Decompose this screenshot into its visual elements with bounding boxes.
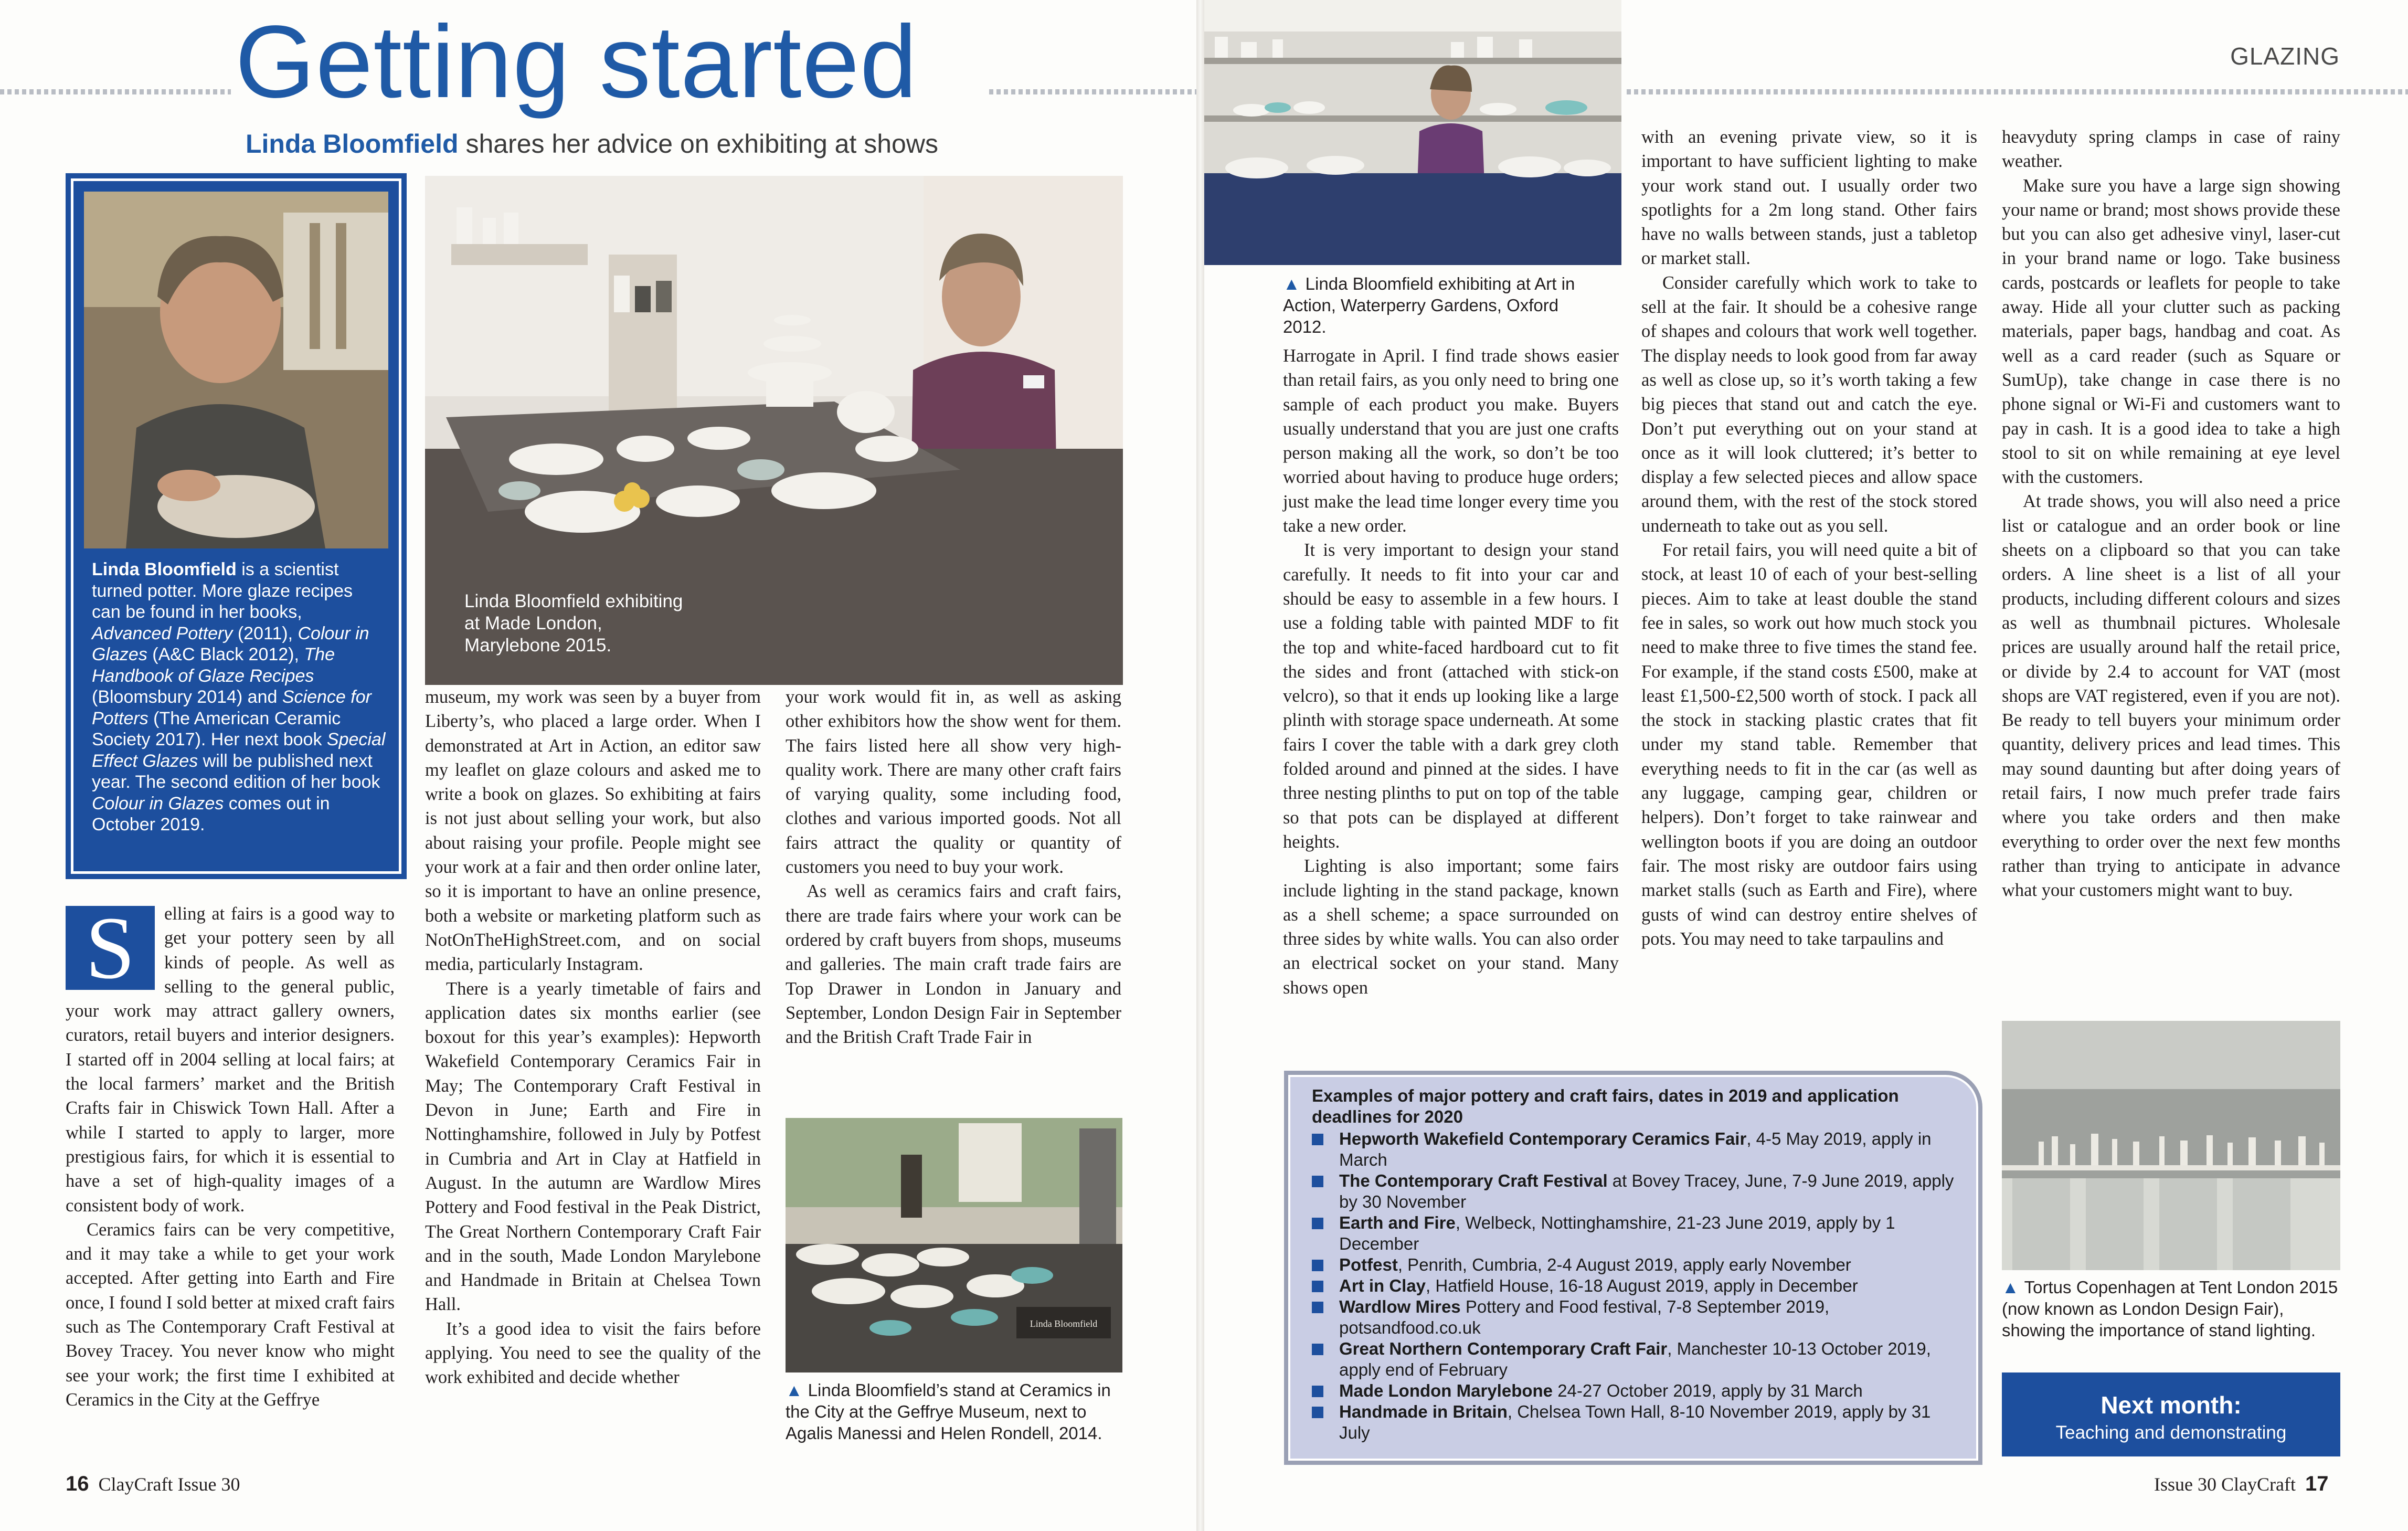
body-paragraph: with an evening private view, so it is important to have sufficient lighting to make your work stand out. I usually order two spotlights for a 2m long stand. Other fairs have no walls between stands, just a tabletop or market stall. [1641,127,1977,269]
bio-text-7: comes out in October 2019. [92,793,330,835]
body-paragraph: Harrogate in April. I find trade shows easier than retail fairs, as you only need to bring one sample of each product you make. Buyers usually understand that you are just one crafts person making all the work, so don’t be too worried about having to produce huge orders; just make the lead time longer every time you take a new order. [1283,346,1619,536]
body-text: elling at fairs is a good way to get your pottery seen by all kinds of people. As well as selling to the general public, your work may attract gallery owners, curators, retail buyers and interior designers. I started off in 2004 selling at local fairs; at the local farmers’ market and the British Crafts fair in Chiswick Town Hall. After a while I started to apply to larger, more prestigious fairs, for which it is essential to have a set of high-quality images of a consistent body of work. [66,904,395,1216]
right-folio [2154,1472,2328,1496]
body-column-2 [425,685,761,1390]
body-paragraph: Make sure you have a large sign showing your name or brand; most shows provide these but you can also get adhesive vinyl, laser-cut in your brand name or logo. Take business cards, postcards or leaflets for people to take away. Hide all your clutter such as packing materials, paper bags, handbag and coat. As well as a card reader (such as Square or SumUp), take change in case there is no phone signal or Wi-Fi and customers want to pay in cash. It is a good idea to take a high stool to sit on while remaining at eye level with the customers. [2002,175,2340,488]
fair-detail: 24-27 October 2019, apply by 31 March [1553,1381,1863,1400]
bio-text-4: (Bloomsbury 2014) and [92,687,282,707]
fair-detail: , Penrith, Cumbria, 2-4 August 2019, apply early November [1397,1255,1851,1274]
art-in-action-photo [1204,0,1621,265]
right-folio-magazine: Issue 30 ClayCraft [2154,1474,2296,1495]
page-number-left: 16 [66,1472,89,1495]
body-column-6 [2002,125,2340,903]
body-paragraph: museum, my work was seen by a buyer from Liberty’s, who placed a large order. When I demonstrated at Art in Action, an editor saw my leaflet on glaze colours and asked me to write a book on glazes. So exhibiting at fairs is not just about selling your work, but also about raising your profile. People might see your work at a fair and then order online later, so it is important to have an online presence, both a website or marketing platform such as NotOnTheHighStreet.com, and on social media, particularly Instagram. [425,687,761,975]
standfirst-author: Linda Bloomfield [246,129,459,159]
bio-book-6: Colour in Glazes [92,793,224,814]
made-london-caption: Linda Bloomfield exhibiting at Made London, Marylebone 2015. [464,591,683,656]
bio-author-name: Linda Bloomfield [92,559,237,579]
caption-text: Tortus Copenhagen at Tent London 2015 (now known as London Design Fair), showing the importance of stand lighting. [2002,1277,2338,1340]
body-paragraph: It’s a good idea to visit the fairs before applying. You need to see the quality of the work exhibited and decide whether [425,1318,761,1388]
body-column-5 [1641,125,1977,951]
fair-detail: , Chelsea Town Hall, 8-10 November 2019, apply by 31 July [1339,1402,1931,1442]
fair-name: Handmade in Britain [1339,1402,1508,1421]
bio-text-6: will be published next year. The second edition of her book [92,751,380,792]
fair-name: Wardlow Mires [1339,1297,1461,1316]
next-month-box [2002,1372,2340,1456]
article-standfirst [246,129,938,159]
caption-triangle-icon: ▲ [1283,274,1300,293]
bio-text-5: (The American Ceramic Society 2017). Her next book [92,708,341,749]
bio-book-3: The Handbook of Glaze Recipes [92,645,335,686]
drop-cap: S [66,906,155,990]
fair-detail: , Hatfield House, 16-18 August 2019, apply in December [1426,1276,1858,1295]
fair-item [1312,1296,1963,1338]
ceramics-in-the-city-caption [786,1379,1122,1444]
section-label: GLAZING [2230,43,2340,70]
fair-item [1312,1212,1963,1254]
fair-item [1312,1401,1963,1443]
fair-detail: , Welbeck, Nottinghamshire, 21-23 June 2019, apply by 1 December [1339,1213,1895,1253]
body-paragraph: It is very important to design your stand carefully. It needs to fit into your car and should be easy to assemble in a few hours. I use a folding table with painted MDF to fit the top and white-faced hardboard cut to fit the sides and front (attached with stick-on velcro), so that it ends up looking like a large plinth with storage space underneath. At some fairs I cover the table with a dark grey cloth folded around and pinned at the sides. I have three nesting plinths to put on top of the table so that pots can be displayed at different heights. [1283,540,1619,852]
body-column-1 [66,899,395,1412]
body-paragraph: heavyduty spring clamps in case of rainy weather. [2002,127,2340,172]
fair-item [1312,1275,1963,1296]
bio-book-4: Science for Potters [92,687,372,728]
caption-triangle-icon: ▲ [786,1380,803,1400]
fair-detail: Pottery and Food festival, 7-8 September 2019, potsandfood.co.uk [1339,1297,1830,1337]
author-bio-box [66,173,407,879]
tortus-copenhagen-photo [2002,1021,2340,1270]
next-month-topic: Teaching and demonstrating [2055,1422,2287,1443]
body-column-4 [1283,344,1619,1000]
bio-book-1: Advanced Pottery [92,623,233,643]
fairs-boxout [1284,1071,1982,1465]
fair-name: Great Northern Contemporary Craft Fair [1339,1339,1668,1358]
fairs-boxout-content [1312,1085,1963,1443]
fair-detail: , Manchester 10-13 October 2019, apply end of February [1339,1339,1931,1379]
caption-text: Linda Bloomfield’s stand at Ceramics in the City at the Geffrye Museum, next to Agalis Manessi and Helen Rondell, 2014. [786,1380,1111,1443]
stand-sign-text: Linda Bloomfield [1030,1318,1098,1329]
standfirst-text: shares her advice on exhibiting at shows [458,129,938,159]
page-gutter [1196,0,1204,1531]
body-paragraph: For retail fairs, you will need quite a bit of stock, at least 10 of each of your best-selling pieces. Aim to take at least double the stand fee in sales, so work out how much stock you need to make three to five times the stand fee. For example, if the stand costs £500, make at least £1,500-£2,500 worth of stock. I pack all the stock in stacking plastic crates that fit under my stand table. Remember that everything needs to fit in the car (as well as any luggage, camping gear, children or helpers). Don’t forget to take rainwear and wellington boots if you are doing an outdoor fair. The most risky are outdoor fairs using market stalls (such as Earth and Fire), where gusts of wind can destroy entire shelves of pots. You may need to take tarpaulins and [1641,540,1977,949]
bio-book-2: Colour in Glazes [92,623,369,664]
fairs-list [1312,1128,1963,1443]
body-paragraph: At trade shows, you will also need a price list or catalogue and an order book or line sheets on a clipboard so that you can take orders. A line sheet is a list of all your products, including different colours and sizes as well as thumbnail pictures. Wholesale prices are usually around half the retail price, or divide by 2.4 to account for VAT (most shops are VAT registered, even if you are not). Be ready to tell buyers your minimum order quantity, delivery prices and lead times. This may sound daunting but after doing years of retail fairs, I now much prefer trade fairs where you take orders and then make everything to order over the next few months rather than trying to anticipate in advance what your customers might want to buy. [2002,491,2340,901]
author-bio-text [92,559,386,836]
left-folio-magazine: ClayCraft Issue 30 [98,1474,240,1495]
fair-name: The Contemporary Craft Festival [1339,1171,1608,1190]
header-rule-right [1627,89,2408,94]
body-paragraph: Consider carefully which work to take to sell at the fair. It should be a cohesive range of shapes and colours that work well together. The display needs to look good from far away as well as close up, so it’s worth taking a few big pieces that stand out and catch the eye. Don’t put everything out on your stand at once as it will look cluttered; it’s better to display a few selected pieces and allow space around them, with the rest of the stock stored underneath to take out as you sell. [1641,272,1977,536]
fair-name: Earth and Fire [1339,1213,1456,1232]
next-month-label: Next month: [2101,1391,2242,1419]
fair-detail: , 4-5 May 2019, apply in March [1339,1129,1932,1169]
fair-item [1312,1170,1963,1212]
fair-name: Potfest [1339,1255,1398,1274]
body-paragraph: There is a yearly timetable of fairs and application dates six months earlier (see boxout for this year’s examples): Hepworth Wakefield Contemporary Ceramics Fair in May; The Contemporary Craft Festival in Devon in June; Earth and Fire in Nottinghamshire, followed in July by Potfest in Cumbria and Art in Clay at Hatfield in August. In the autumn are Wardlow Mires Pottery and Food festival in the Peak District, The Great Northern Contemporary Craft Fair and in the south, Made London Marylebone and Handmade in Britain at Chelsea Town Hall. [425,978,761,1315]
article-title: Getting started [235,4,918,119]
fair-item [1312,1338,1963,1380]
fair-item [1312,1380,1963,1401]
bio-book-5: Special Effect Glazes [92,730,386,771]
page-number-right: 17 [2305,1472,2329,1495]
author-portrait-photo [84,192,388,548]
body-paragraph: your work would fit in, as well as asking other exhibitors how the show went for them. The fairs listed here all show very high-quality work. There are many other craft fairs of varying quality, some including food, clothes and various imported goods. Not all fairs attract the quality or quantity of customers you need to buy your work. [786,687,1121,878]
body-column-3 [786,685,1121,1049]
bio-text-2: (2011), [232,623,298,643]
body-paragraph [66,899,395,1218]
fair-name: Hepworth Wakefield Contemporary Ceramics Fair [1339,1129,1747,1148]
fair-item [1312,1254,1963,1275]
bio-text-1: is a scientist turned potter. More glaze recipes can be found in her books, [92,559,353,622]
body-paragraph: Ceramics fairs can be very competitive, and it may take a while to get your work accepted. After getting into Earth and Fire once, I found I sold better at mixed craft fairs such as The Contemporary Craft Festival at Bovey Tracey. You never know who might see your work; the first time I exhibited at Ceramics in the City at the Geffrye [66,1219,395,1410]
header-rule-left [0,89,231,94]
art-in-action-caption [1283,273,1598,337]
header-rule-middle [989,89,1196,94]
body-paragraph: Lighting is also important; some fairs include lighting in the stand package, known as a shell scheme; a space surrounded on three sides by white walls. You can also order an electrical socket on your stand. Many shows open [1283,856,1619,998]
fair-name: Made London Marylebone [1339,1381,1553,1400]
bio-text-3: (A&C Black 2012), [147,645,304,664]
fair-name: Art in Clay [1339,1276,1426,1295]
caption-triangle-icon: ▲ [2002,1277,2019,1297]
ceramics-in-the-city-photo [786,1118,1122,1372]
fairs-boxout-title: Examples of major pottery and craft fairs, dates in 2019 and application deadlines for 2020 [1312,1086,1899,1126]
fair-item [1312,1128,1963,1170]
left-folio [66,1472,240,1496]
body-paragraph: As well as ceramics fairs and craft fairs, there are trade fairs where your work can be ordered by craft buyers from shops, museums and galleries. The main craft trade fairs are Top Drawer in London in January and September, London Design Fair in September and the British Craft Trade Fair in [786,881,1121,1048]
caption-text: Linda Bloomfield exhibiting at Art in Action, Waterperry Gardens, Oxford 2012. [1283,274,1575,336]
fair-detail: at Bovey Tracey, June, 7-9 June 2019, apply by 30 November [1339,1171,1954,1211]
tortus-caption [2002,1276,2340,1341]
